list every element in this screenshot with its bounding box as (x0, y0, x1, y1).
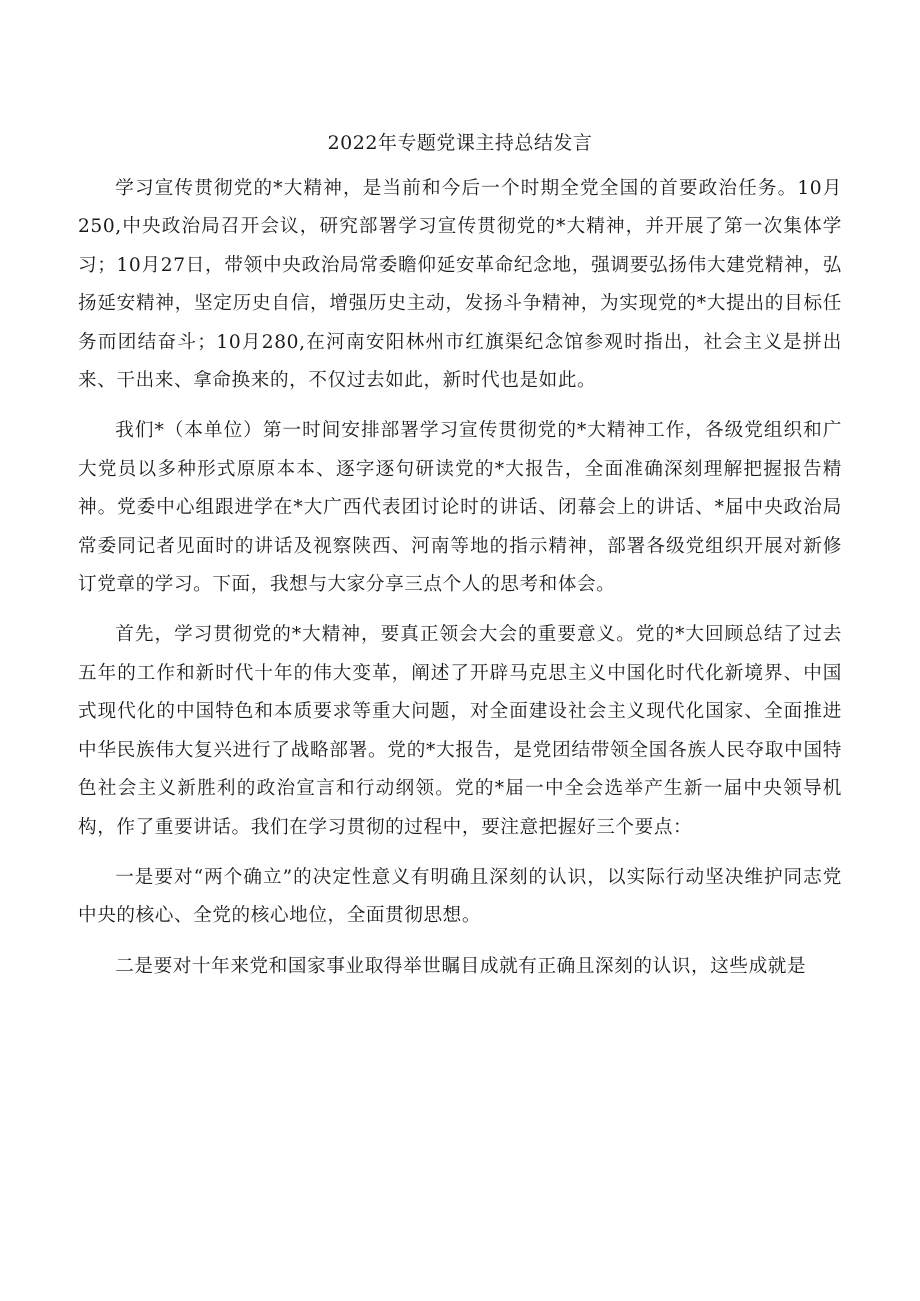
document-page (78, 128, 842, 998)
paragraph-point-two: 二是要对十年来党和国家事业取得举世瞩目成就有正确且深刻的认识，这些成就是 (115, 955, 807, 977)
paragraph-unit-work: 我们*（本单位）第一时间安排部署学习宣传贯彻党的*大精神工作，各级党组织和广大党员以多种形式原原本本、逐字逐句研读党的*大报告，全面准确深刻理解把握报告精神。党委中心组跟进学在*大广西代表团讨论时的讲话、闭幕会上的讲话、*届中央政治局常委同记者见面时的讲话及视察陕西、河南等地的指示精神，部署各级党组织开展对新修订党章的学习。下面，我想与大家分享三点个人的思考和体会。 (78, 420, 842, 596)
paragraph-intro: 学习宣传贯彻党的*大精神，是当前和今后一个时期全党全国的首要政治任务。10月250,中央政治局召开会议，研究部署学习宣传贯彻党的*大精神，并开展了第一次集体学习；10月27日，带领中央政治局常委瞻仰延安革命纪念地，强调要弘扬伟大建党精神，弘扬延安精神，坚定历史自信，增强历史主动，发扬斗争精神，为实现党的*大提出的目标任务而团结奋斗；10月280,在河南安阳林州市红旗渠纪念馆参观时指出，社会主义是拼出来、干出来、拿命换来的，不仅过去如此，新时代也是如此。 (78, 178, 842, 392)
document-title: 2022年专题党课主持总结发言 (327, 132, 593, 154)
paragraph-point-one: 一是要对“两个确立”的决定性意义有明确且深刻的认识，以实际行动坚决维护同志党中央的核心、全党的核心地位，全面贯彻思想。 (78, 866, 842, 927)
paragraph-first-point: 首先，学习贯彻党的*大精神，要真正领会大会的重要意义。党的*大回顾总结了过去五年的工作和新时代十年的伟大变革，阐述了开辟马克思主义中国化时代化新境界、中国式现代化的中国特色和本质要求等重大问题，对全面建设社会主义现代化国家、全面推进中华民族伟大复兴进行了战略部署。党的*大报告，是党团结带领全国各族人民夺取中国特色社会主义新胜利的政治宣言和行动纲领。党的*届一中全会选举产生新一届中央领导机构，作了重要讲话。我们在学习贯彻的过程中，要注意把握好三个要点： (78, 624, 842, 838)
